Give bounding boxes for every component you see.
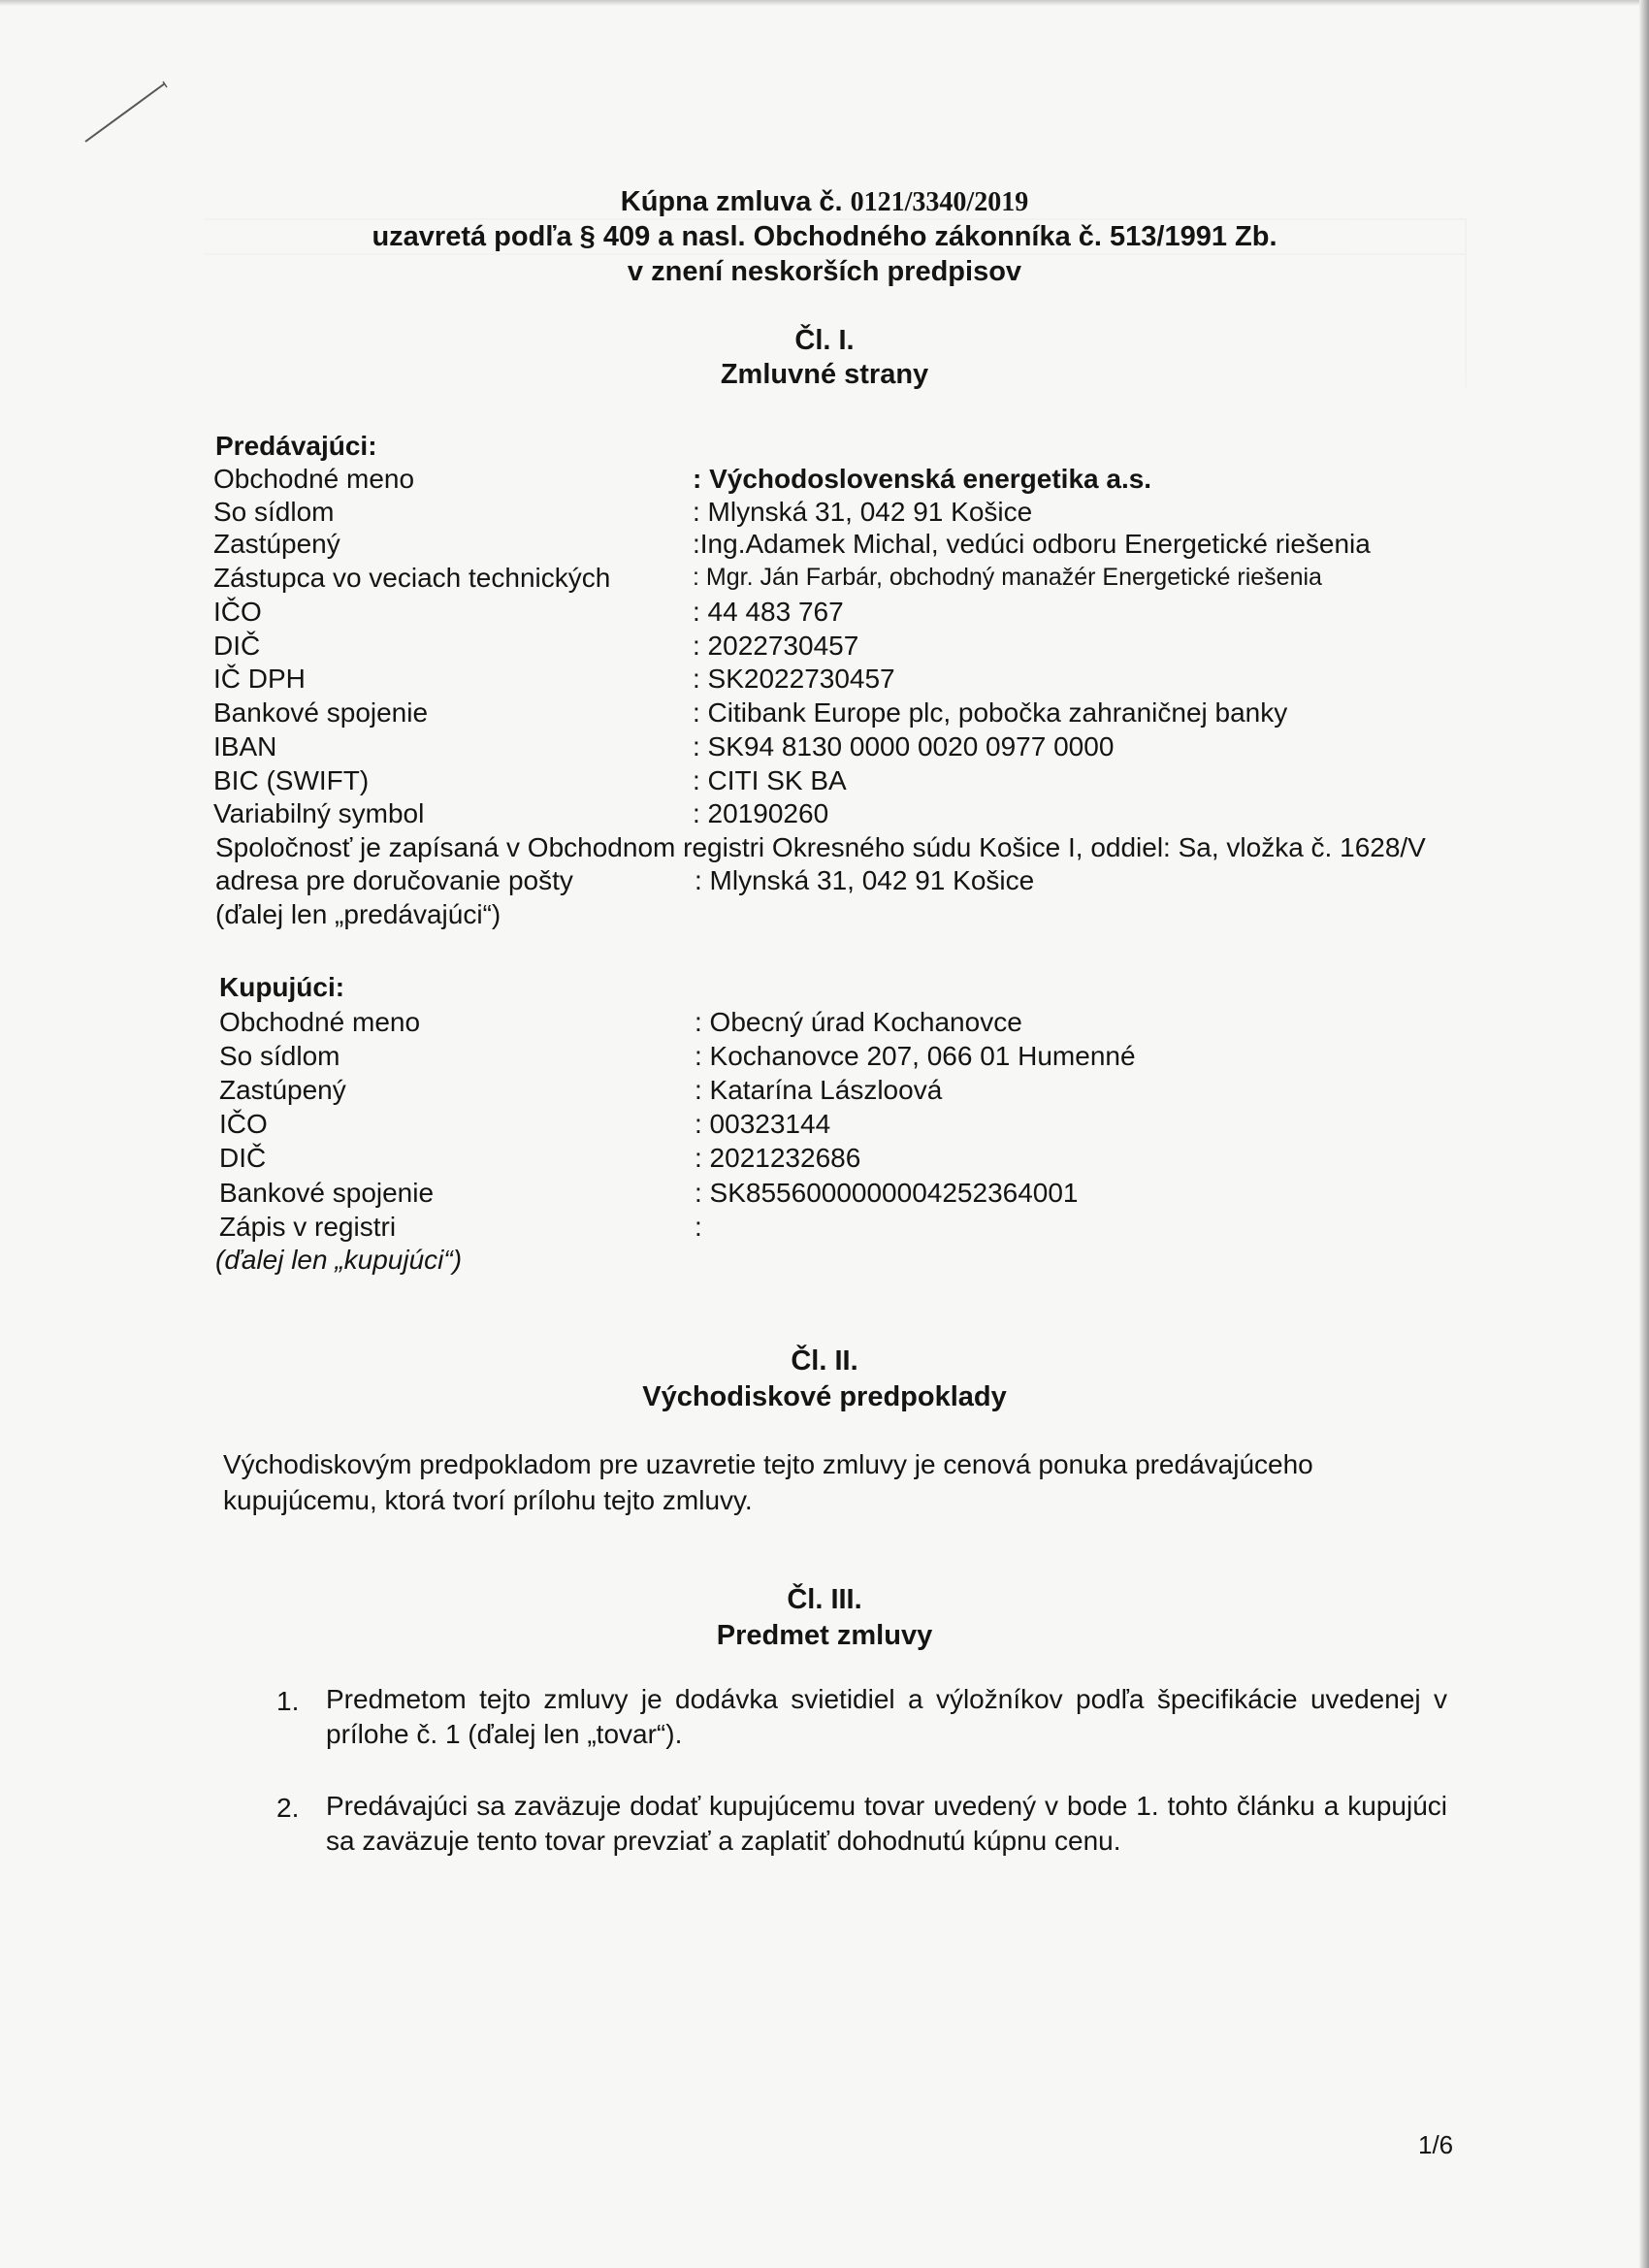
seller-label-seat: So sídlom	[213, 497, 335, 527]
contract-amendments-note: v znení neskorších predpisov	[627, 256, 1022, 287]
buyer-value-represented: : Katarína Lászloová	[695, 1075, 943, 1105]
section-3-item-1-text: Predmetom tejto zmluvy je dodávka svietidiel a výložníkov podľa špecifikácie uvedenej v prílohe č. 1 (ďalej len „tovar“).	[326, 1684, 1447, 1749]
section-3-item-2-number: 2.	[276, 1793, 300, 1823]
contract-title	[0, 186, 1649, 218]
seller-label-bank: Bankové spojenie	[213, 697, 429, 728]
page-top-shadow	[0, 0, 1649, 6]
buyer-label-represented: Zastúpený	[219, 1075, 346, 1105]
seller-value-dic: : 2022730457	[693, 631, 859, 661]
seller-value-tech-rep: : Mgr. Ján Farbár, obchodný manažér Energetické riešenia	[693, 564, 1322, 591]
section-1-number: Čl. I.	[794, 325, 855, 356]
buyer-value-dic: : 2021232686	[695, 1143, 861, 1173]
seller-value-postal: : Mlynská 31, 042 91 Košice	[695, 865, 1035, 895]
seller-value-iban: : SK94 8130 0000 0020 0977 0000	[693, 731, 1115, 761]
section-2-text-line-1: Východiskovým predpokladom pre uzavretie tejto zmluvy je cenová ponuka predávajúceho	[223, 1449, 1313, 1479]
buyer-label-seat: So sídlom	[219, 1041, 340, 1071]
buyer-label-registry: Zápis v registri	[219, 1212, 397, 1242]
seller-label-variable-symbol: Variabilný symbol	[213, 798, 425, 828]
seller-value-name: : Východoslovenská energetika a.s.	[693, 464, 1152, 494]
seller-value-represented: :Ing.Adamek Michal, vedúci odboru Energetické riešenia	[693, 529, 1371, 559]
buyer-label-bank: Bankové spojenie	[219, 1178, 435, 1208]
seller-value-bank: : Citibank Europe plc, pobočka zahraničnej banky	[693, 697, 1288, 728]
contract-number: 0121/3340/2019	[850, 187, 1029, 217]
buyer-value-seat: : Kochanovce 207, 066 01 Humenné	[695, 1041, 1136, 1071]
section-3-item-2-text: Predávajúci sa zaväzuje dodať kupujúcemu tovar uvedený v bode 1. tohto článku a kupujúci sa zaväzuje tento tovar prevziať a zaplatiť dohodnutú kúpnu cenu.	[326, 1791, 1447, 1856]
contract-legal-basis: uzavretá podľa § 409 a nasl. Obchodného zákonníka č. 513/1991 Zb.	[372, 221, 1277, 252]
buyer-label-dic: DIČ	[219, 1143, 267, 1173]
buyer-heading: Kupujúci:	[219, 972, 345, 1002]
buyer-label-ico: IČO	[219, 1109, 268, 1139]
seller-value-vat-id: : SK2022730457	[693, 664, 895, 694]
seller-heading: Predávajúci:	[215, 431, 377, 461]
buyer-value-registry: :	[695, 1212, 702, 1242]
section-3-title: Predmet zmluvy	[716, 1620, 933, 1651]
buyer-label-name: Obchodné meno	[219, 1007, 421, 1037]
section-3-item-1-number: 1.	[276, 1686, 300, 1716]
seller-hereinafter: (ďalej len „predávajúci“)	[215, 899, 501, 929]
pen-stroke-mark	[83, 78, 171, 146]
section-2-title: Východiskové predpoklady	[642, 1381, 1007, 1412]
seller-label-postal: adresa pre doručovanie pošty	[215, 865, 573, 895]
seller-value-seat: : Mlynská 31, 042 91 Košice	[693, 497, 1033, 527]
seller-label-represented: Zastúpený	[213, 529, 340, 559]
seller-label-tech-rep: Zástupca vo veciach technických	[213, 563, 611, 593]
section-2-text-line-2: kupujúcemu, ktorá tvorí prílohu tejto zmluvy.	[223, 1485, 753, 1515]
contract-title-prefix: Kúpna zmluva č.	[620, 186, 843, 217]
seller-label-vat-id: IČ DPH	[213, 664, 306, 694]
seller-value-bic: : CITI SK BA	[693, 765, 847, 795]
seller-value-variable-symbol: : 20190260	[693, 798, 829, 828]
section-3-number: Čl. III.	[787, 1584, 862, 1615]
section-2-number: Čl. II.	[791, 1345, 858, 1377]
seller-value-ico: : 44 483 767	[693, 597, 844, 627]
seller-label-dic: DIČ	[213, 631, 261, 661]
buyer-value-ico: : 00323144	[695, 1109, 831, 1139]
page-number: 1/6	[1418, 2130, 1454, 2159]
seller-label-bic: BIC (SWIFT)	[213, 765, 370, 795]
buyer-hereinafter: (ďalej len „kupujúci“)	[215, 1245, 463, 1275]
seller-registration: Spoločnosť je zapísaná v Obchodnom registri Okresného súdu Košice I, oddiel: Sa, vložka č. 1628/V	[215, 832, 1426, 862]
seller-label-name: Obchodné meno	[213, 464, 415, 494]
section-1-title: Zmluvné strany	[720, 359, 929, 390]
buyer-value-bank: : SK8556000000004252364001	[695, 1178, 1079, 1208]
seller-label-ico: IČO	[213, 597, 262, 627]
seller-label-iban: IBAN	[213, 731, 277, 761]
buyer-value-name: : Obecný úrad Kochanovce	[695, 1007, 1022, 1037]
